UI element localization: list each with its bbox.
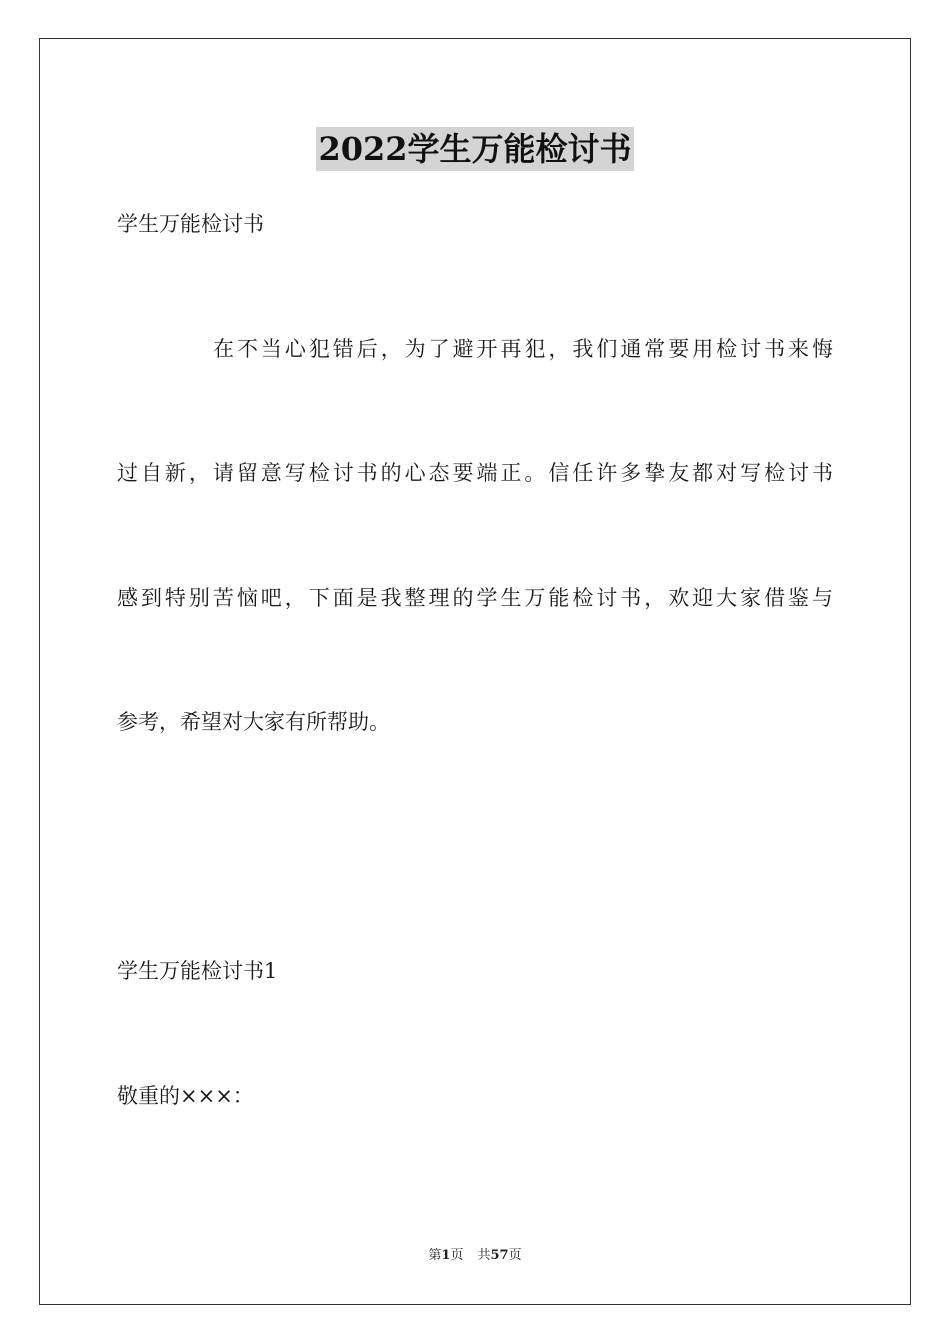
document-title: 2022学生万能检讨书	[316, 127, 633, 171]
footer-page-prefix: 第	[428, 1248, 442, 1263]
section-heading: 学生万能检讨书1	[117, 959, 278, 983]
intro-line-1: 在不当心犯错后，为了避开再犯，我们通常要用检讨书来悔	[213, 337, 833, 361]
intro-line-2: 过自新，请留意写检讨书的心态要端正。信任许多挚友都对写检讨书	[117, 461, 833, 485]
footer-total-suffix: 页	[508, 1248, 522, 1263]
intro-line-3: 感到特别苦恼吧，下面是我整理的学生万能检讨书，欢迎大家借鉴与	[117, 586, 833, 610]
intro-line-4: 参考，希望对大家有所帮助。	[117, 710, 390, 734]
footer-page-number: 1	[441, 1248, 451, 1263]
document-subtitle: 学生万能检讨书	[117, 212, 264, 236]
page-footer	[0, 1247, 950, 1265]
title-container	[0, 127, 950, 171]
footer-page-suffix: 页	[450, 1248, 464, 1263]
footer-total-prefix: 共	[477, 1248, 491, 1263]
salutation: 敬重的×××：	[117, 1084, 254, 1108]
footer-total-pages: 57	[490, 1248, 509, 1263]
